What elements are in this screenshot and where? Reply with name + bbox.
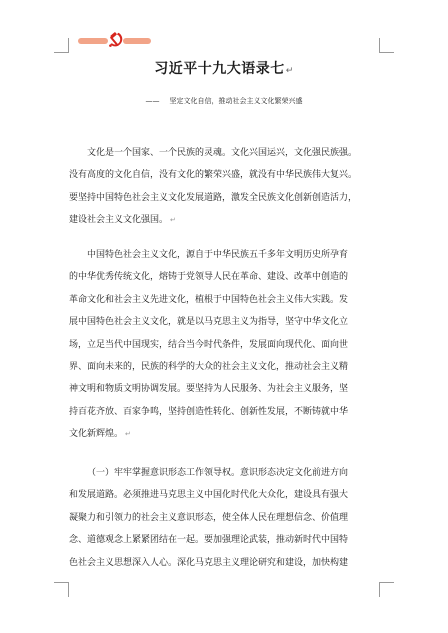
document-subtitle (0, 96, 448, 106)
paragraph-line: 场，立足当代中国现实，结合当今时代条件，发展面向现代化、面向世 (69, 339, 349, 350)
paragraph-line: 革命文化和社会主义先进文化，植根于中国特色社会主义伟大实践。发 (69, 294, 349, 305)
header-decor-bar-left (78, 38, 108, 44)
document-title (0, 58, 448, 78)
paragraph-mark-icon: ↵ (125, 430, 131, 439)
paragraph-line-last (69, 423, 386, 445)
paragraph-mark-icon: ↵ (170, 216, 176, 225)
paragraph-line: 的中华优秀传统文化，熔铸于党领导人民在革命、建设、改革中创造的 (69, 272, 349, 283)
crop-mark-bottom-right (379, 582, 394, 597)
subtitle-dash: —— (145, 97, 160, 105)
paragraph-line: 中国特色社会主义文化，源自于中华民族五千多年文明历史所孕育 (87, 250, 349, 260)
paragraph-text: 建设社会主义文化强国。 (69, 215, 169, 226)
title-text: 习近平十九大语录七 (154, 61, 285, 77)
header-decor-bar-right (123, 38, 151, 44)
crop-mark-top-left (54, 38, 69, 53)
subtitle-text: 坚定文化自信，推动社会主义文化繁荣兴盛 (169, 97, 303, 105)
paragraph-line: 念、道德观念上紧紧团结在一起。要加强理论武装，推动新时代中国特 (69, 535, 349, 546)
paragraph-1 (69, 142, 386, 232)
paragraph-line: （一）牢牢掌握意识形态工作领导权。意识形态决定文化前进方向 (87, 468, 349, 478)
paragraph-line: 界、面向未来的，民族的科学的大众的社会主义文化，推动社会主义精 (69, 361, 349, 372)
paragraph-line: 文化是一个国家、一个民族的灵魂。文化兴国运兴，文化强民族强。 (87, 148, 358, 158)
hammer-sickle-icon (108, 31, 124, 49)
paragraph-line-last (69, 209, 386, 231)
paragraph-line: 持百花齐放、百家争鸣，坚持创造性转化、创新性发展，不断铸就中华 (69, 406, 349, 417)
paragraph-line: 没有高度的文化自信，没有文化的繁荣兴盛，就没有中华民族伟大复兴。 (69, 170, 358, 181)
paragraph-mark-icon: ↵ (285, 66, 294, 76)
paragraph-line: 要坚持中国特色社会主义文化发展道路，激发全民族文化创新创造活力， (69, 192, 358, 203)
paragraph-3 (69, 462, 386, 582)
paragraph-text: 文化新辉煌。 (69, 429, 124, 440)
paragraph-line: 神文明和物质文明协调发展。要坚持为人民服务、为社会主义服务，坚 (69, 384, 349, 395)
paragraph-line: 展中国特色社会主义文化，就是以马克思主义为指导，坚守中华文化立 (69, 317, 349, 328)
paragraph-line: 和发展道路。必须推进马克思主义中国化时代化大众化，建设具有强大 (69, 490, 349, 501)
crop-mark-top-right (379, 38, 394, 53)
paragraph-line: 色社会主义思想深入人心。深化马克思主义理论研究和建设，加快构建 (69, 557, 349, 568)
crop-mark-bottom-left (54, 582, 69, 597)
paragraph-line: 凝聚力和引领力的社会主义意识形态，使全体人民在理想信念、价值理 (69, 512, 349, 523)
paragraph-2 (69, 244, 386, 452)
